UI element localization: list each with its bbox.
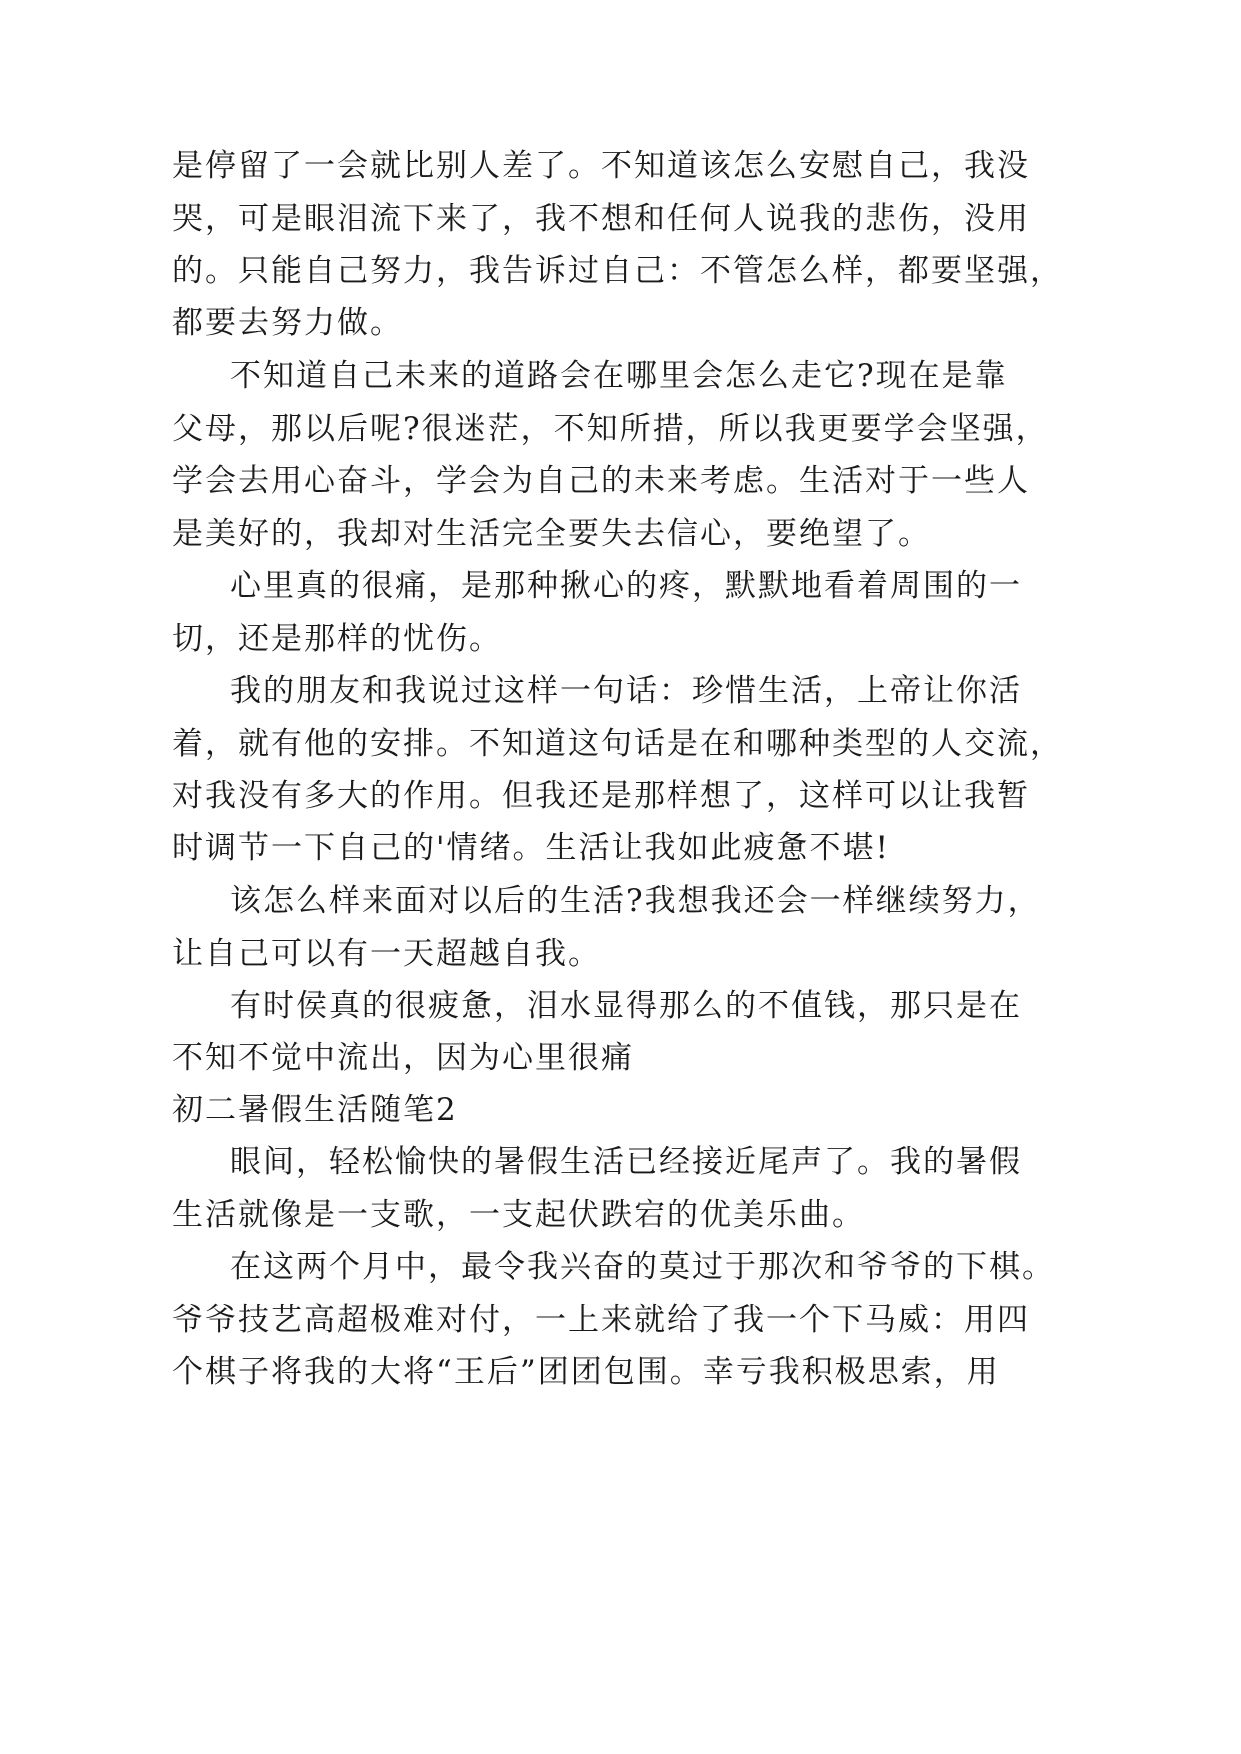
text-line: 有时侯真的很疲惫，泪水显得那么的不值钱，那只是在 — [230, 988, 1022, 1024]
text-line: 我的朋友和我说过这样一句话：珍惜生活，上帝让你活 — [230, 673, 1022, 709]
text-line: 切，还是那样的忧伤。 — [172, 621, 502, 657]
text-line: 着，就有他的安排。不知道这句话是在和哪种类型的人交流， — [172, 726, 1063, 762]
text-line: 父母，那以后呢?很迷茫，不知所措，所以我更要学会坚强， — [172, 411, 1049, 447]
text-line: 学会去用心奋斗，学会为自己的未来考虑。生活对于一些人 — [172, 463, 1030, 499]
text-line: 是停留了一会就比别人差了。不知道该怎么安慰自己，我没 — [172, 148, 1030, 184]
text-line: 该怎么样来面对以后的生活?我想我还会一样继续努力， — [230, 883, 1041, 919]
text-line: 在这两个月中，最令我兴奋的莫过于那次和爷爷的下棋。 — [230, 1249, 1055, 1285]
text-line: 不知不觉中流出，因为心里很痛 — [172, 1040, 634, 1076]
text-line: 爷爷技艺高超极难对付，一上来就给了我一个下马威：用四 — [172, 1302, 1030, 1338]
text-line: 对我没有多大的作用。但我还是那样想了，这样可以让我暂 — [172, 778, 1030, 814]
text-line: 个棋子将我的大将“王后”团团包围。幸亏我积极思索，用 — [172, 1354, 1000, 1390]
text-line: 都要去努力做。 — [172, 305, 403, 341]
text-line: 时调节一下自己的'情绪。生活让我如此疲惫不堪! — [172, 830, 890, 866]
text-line: 是美好的，我却对生活完全要失去信心，要绝望了。 — [172, 516, 931, 552]
text-line: 不知道自己未来的道路会在哪里会怎么走它?现在是靠 — [230, 358, 1008, 394]
text-line: 眼间，轻松愉快的暑假生活已经接近尾声了。我的暑假 — [230, 1144, 1022, 1180]
text-line: 哭，可是眼泪流下来了，我不想和任何人说我的悲伤，没用 — [172, 201, 1030, 237]
section-title: 初二暑假生活随笔2 — [172, 1092, 458, 1128]
text-line: 心里真的很痛，是那种揪心的疼，默默地看着周围的一 — [230, 568, 1022, 604]
text-line: 的。只能自己努力，我告诉过自己：不管怎么样，都要坚强， — [172, 253, 1063, 289]
text-line: 让自己可以有一天超越自我。 — [172, 936, 601, 972]
text-line: 生活就像是一支歌，一支起伏跌宕的优美乐曲。 — [172, 1197, 865, 1233]
